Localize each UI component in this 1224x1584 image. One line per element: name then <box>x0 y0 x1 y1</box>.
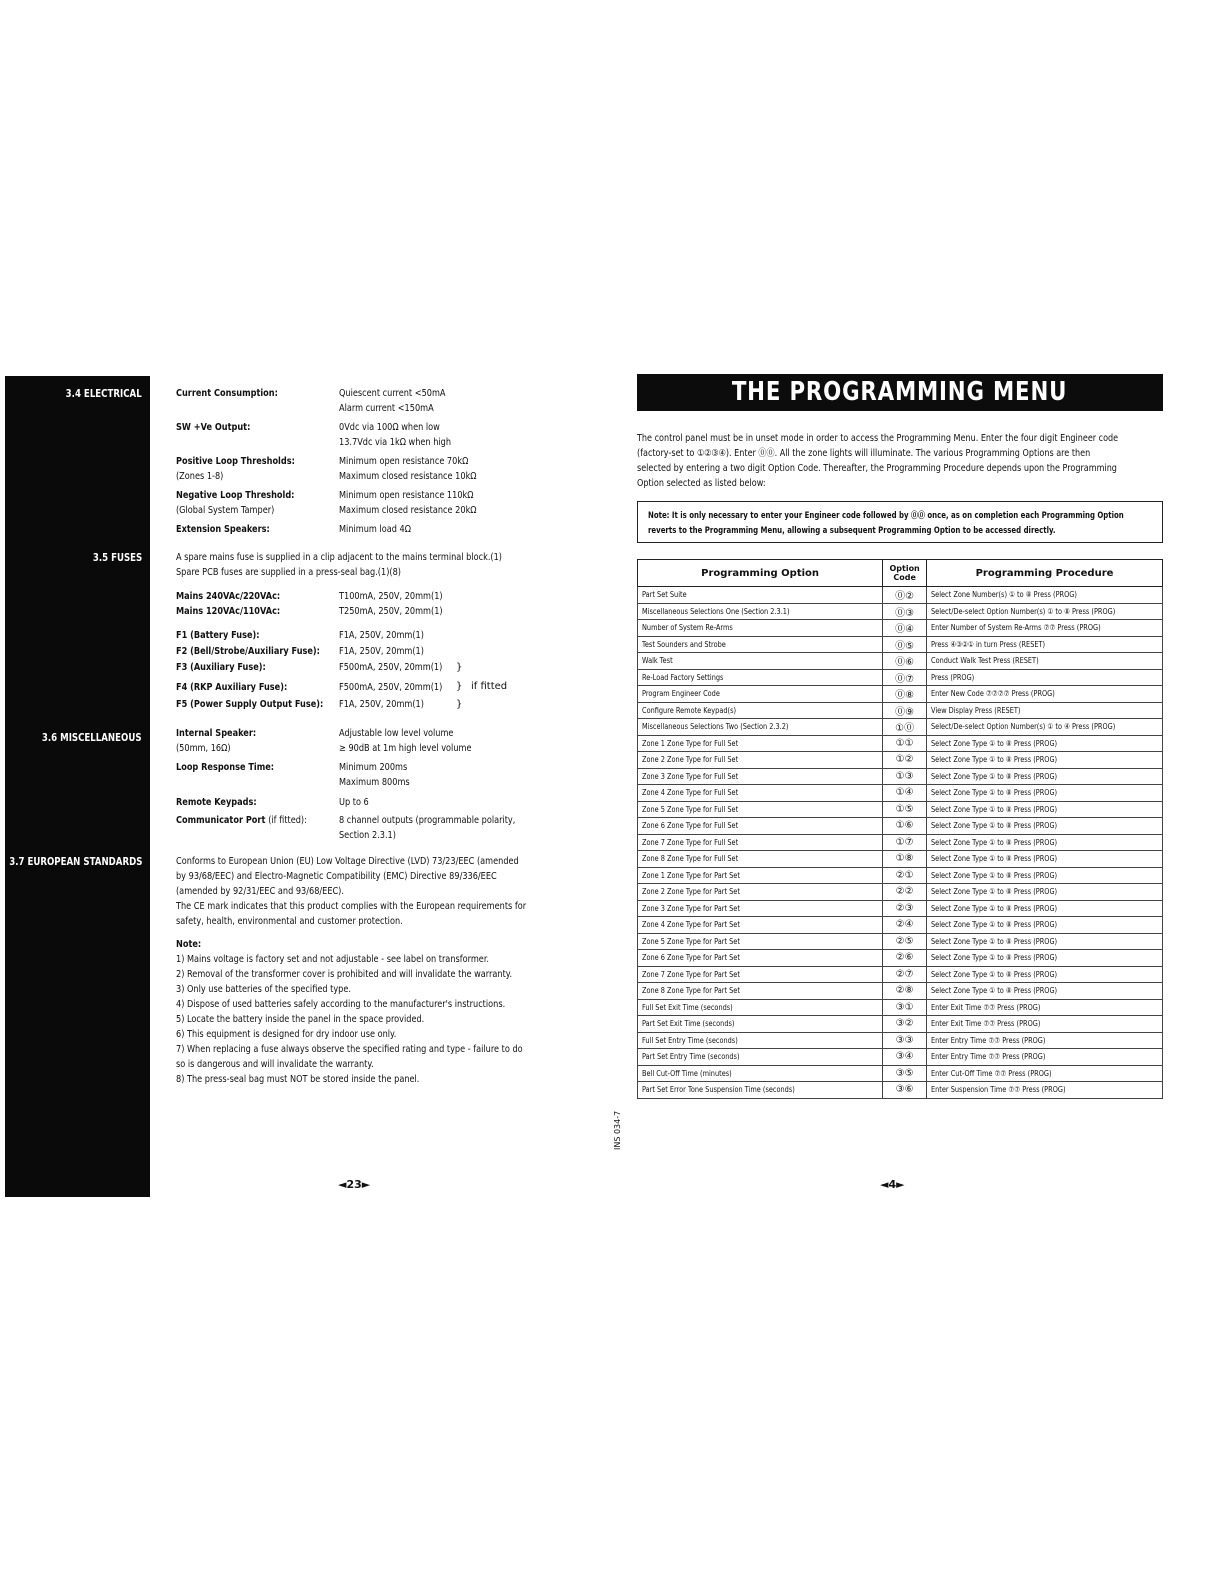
table-row <box>638 1016 1163 1033</box>
option-code-cell: ⓪④ <box>883 620 927 637</box>
programming-procedure-cell: Select/De-select Option Number(s) ① to ④ Press (PROG) <box>927 719 1163 736</box>
programming-option-cell: Zone 4 Zone Type for Part Set <box>638 917 883 934</box>
column-header-procedure: Programming Procedure <box>927 560 1163 587</box>
programming-option-cell: Zone 2 Zone Type for Full Set <box>638 752 883 769</box>
programming-option-cell: Part Set Exit Time (seconds) <box>638 1016 883 1033</box>
programming-procedure-cell: Select/De-select Option Number(s) ① to ⑧ Press (PROG) <box>927 603 1163 620</box>
table-row <box>638 653 1163 670</box>
table-row <box>638 1032 1163 1049</box>
programming-procedure-cell: Select Zone Type ① to ⑧ Press (PROG) <box>927 768 1163 785</box>
option-code-cell: ⓪⑧ <box>883 686 927 703</box>
table-row <box>638 620 1163 637</box>
document-code: INS 034-7 <box>613 1110 622 1150</box>
programming-option-cell: Zone 8 Zone Type for Full Set <box>638 851 883 868</box>
option-code-cell: ②① <box>883 867 927 884</box>
programming-option-cell: Full Set Exit Time (seconds) <box>638 999 883 1016</box>
table-row <box>638 636 1163 653</box>
if-fitted-label: if fitted <box>471 681 508 692</box>
section-label-electrical: 3.4 ELECTRICAL <box>65 388 142 400</box>
intro-text: The control panel must be in unset mode in order to access the Programming Menu. Enter the four digit Engineer code (factory-set to ①②③④). Enter ⓪⓪. All the zone lights will illuminate. The various Programming Options are then selected by entering a two digit Option Code. Thereafter, the Programming Procedure depends upon the Programming Option selected as listed below: <box>637 433 1119 489</box>
programming-procedure-cell: Select Zone Type ① to ⑧ Press (PROG) <box>927 818 1163 835</box>
programming-option-cell: Miscellaneous Selections One (Section 2.3.1) <box>638 603 883 620</box>
programming-option-cell: Zone 3 Zone Type for Full Set <box>638 768 883 785</box>
programming-procedure-cell: Select Zone Type ① to ⑧ Press (PROG) <box>927 966 1163 983</box>
programming-procedure-cell: Select Zone Type ① to ⑧ Press (PROG) <box>927 801 1163 818</box>
table-row <box>638 917 1163 934</box>
option-code-cell: ⓪⑨ <box>883 702 927 719</box>
option-code-cell: ③⑥ <box>883 1082 927 1099</box>
option-code-cell: ③③ <box>883 1032 927 1049</box>
programming-option-cell: Walk Test <box>638 653 883 670</box>
option-code-cell: ①⓪ <box>883 719 927 736</box>
fuses-intro: A spare mains fuse is supplied in a clip adjacent to the mains terminal block.(1) Spare PCB fuses are supplied in a press-seal bag.(1)(8) <box>176 552 502 578</box>
programming-option-cell: Part Set Error Tone Suspension Time (seconds) <box>638 1082 883 1099</box>
table-row <box>638 818 1163 835</box>
programming-option-cell: Number of System Re-Arms <box>638 620 883 637</box>
option-code-cell: ②⑧ <box>883 983 927 1000</box>
programming-option-cell: Miscellaneous Selections Two (Section 2.3.2) <box>638 719 883 736</box>
programming-option-cell: Zone 5 Zone Type for Part Set <box>638 933 883 950</box>
programming-option-cell: Zone 1 Zone Type for Full Set <box>638 735 883 752</box>
table-row <box>638 1065 1163 1082</box>
table-row <box>638 1049 1163 1066</box>
programming-procedure-cell: Select Zone Type ① to ⑧ Press (PROG) <box>927 867 1163 884</box>
table-row <box>638 851 1163 868</box>
option-code-cell: ③⑤ <box>883 1065 927 1082</box>
engineer-code-note: Note: It is only necessary to enter your Engineer code followed by ⓪⓪ once, as on completion each Programming Option reverts to the Programming Menu, allowing a subsequent Programming Option to be accessed directly. <box>637 501 1163 543</box>
option-code-cell: ③① <box>883 999 927 1016</box>
section-label-miscellaneous: 3.6 MISCELLANEOUS <box>42 732 142 744</box>
notes-list: Note: 1) Mains voltage is factory set and not adjustable - see label on transformer. 2) Removal of the transformer cover is prohibited and will invalidate the warranty. 3) Only use batteries of the specified type. 4) Dispose of used batteries safely according to the manufacturer's instructions. 5) Locate the battery inside the panel in the space provided. 6) This equipment is designed for dry indoor use only. 7) When replacing a fuse always observe the specified rating and type - failure to do so is dangerous and will invalidate the warranty. 8) The press-seal bag must NOT be stored inside the panel. <box>176 939 523 1085</box>
option-code-cell: ⓪② <box>883 587 927 604</box>
spec-value: Minimum load 4Ω <box>339 524 411 535</box>
programming-table-body <box>638 587 1163 1099</box>
option-code-cell: ①⑥ <box>883 818 927 835</box>
programming-procedure-cell: Press (PROG) <box>927 669 1163 686</box>
table-row <box>638 983 1163 1000</box>
spec-key: Extension Speakers: <box>176 524 270 535</box>
table-row <box>638 966 1163 983</box>
programming-option-cell: Part Set Entry Time (seconds) <box>638 1049 883 1066</box>
table-row <box>638 587 1163 604</box>
european-standards-text: Conforms to European Union (EU) Low Voltage Directive (LVD) 73/23/EEC (amended by 93/68/EEC) and Electro-Magnetic Compatibility (EMC) Directive 89/336/EEC (amended by 92/31/EEC and 93/68/EEC). The CE mark indicates that this product complies with the European requirements for safety, health, environmental and customer protection. <box>176 856 527 927</box>
programming-option-cell: Zone 4 Zone Type for Full Set <box>638 785 883 802</box>
programming-option-cell: Test Sounders and Strobe <box>638 636 883 653</box>
programming-procedure-cell: Select Zone Type ① to ⑧ Press (PROG) <box>927 735 1163 752</box>
programming-option-cell: Zone 1 Zone Type for Part Set <box>638 867 883 884</box>
programming-procedure-cell: Select Zone Type ① to ⑧ Press (PROG) <box>927 851 1163 868</box>
section-label-european-standards: 3.7 EUROPEAN STANDARDS <box>8 856 142 868</box>
table-row <box>638 867 1163 884</box>
programming-procedure-cell: Select Zone Type ① to ⑧ Press (PROG) <box>927 900 1163 917</box>
table-row <box>638 735 1163 752</box>
option-code-cell: ③② <box>883 1016 927 1033</box>
programming-option-cell: Zone 5 Zone Type for Full Set <box>638 801 883 818</box>
brace-symbol: } <box>456 681 463 692</box>
option-code-cell: ①③ <box>883 768 927 785</box>
programming-procedure-cell: View Display Press (RESET) <box>927 702 1163 719</box>
programming-option-cell: Zone 6 Zone Type for Part Set <box>638 950 883 967</box>
page-title-banner <box>637 374 1163 411</box>
programming-procedure-cell: Enter Entry Time ⑦⑦ Press (PROG) <box>927 1032 1163 1049</box>
programming-procedure-cell: Select Zone Type ① to ⑧ Press (PROG) <box>927 785 1163 802</box>
programming-procedure-cell: Enter Exit Time ⑦⑦ Press (PROG) <box>927 999 1163 1016</box>
programming-procedure-cell: Enter Entry Time ⑦⑦ Press (PROG) <box>927 1049 1163 1066</box>
programming-procedure-cell: Enter Suspension Time ⑦⑦ Press (PROG) <box>927 1082 1163 1099</box>
option-code-cell: ①⑧ <box>883 851 927 868</box>
option-code-cell: ②⑦ <box>883 966 927 983</box>
option-code-cell: ②⑥ <box>883 950 927 967</box>
table-row <box>638 900 1163 917</box>
spec-key: SW +Ve Output: <box>176 422 251 433</box>
option-code-cell: ①⑤ <box>883 801 927 818</box>
option-code-cell: ⓪⑤ <box>883 636 927 653</box>
programming-option-cell: Part Set Suite <box>638 587 883 604</box>
section-label-fuses: 3.5 FUSES <box>92 552 142 564</box>
table-row <box>638 950 1163 967</box>
option-code-cell: ②④ <box>883 917 927 934</box>
programming-option-cell: Re-Load Factory Settings <box>638 669 883 686</box>
spec-value: 0Vdc via 100Ω when low 13.7Vdc via 1kΩ when high <box>339 422 452 448</box>
option-code-cell: ②② <box>883 884 927 901</box>
programming-procedure-cell: Conduct Walk Test Press (RESET) <box>927 653 1163 670</box>
programming-option-cell: Zone 6 Zone Type for Full Set <box>638 818 883 835</box>
table-row <box>638 686 1163 703</box>
programming-option-cell: Zone 2 Zone Type for Part Set <box>638 884 883 901</box>
programming-procedure-cell: Enter New Code ⑦⑦⑦⑦ Press (PROG) <box>927 686 1163 703</box>
table-row <box>638 752 1163 769</box>
option-code-cell: ②③ <box>883 900 927 917</box>
table-row <box>638 933 1163 950</box>
spec-key: Positive Loop Thresholds: (Zones 1-8) <box>176 456 295 482</box>
programming-option-cell: Configure Remote Keypad(s) <box>638 702 883 719</box>
programming-option-cell: Program Engineer Code <box>638 686 883 703</box>
programming-procedure-cell: Enter Cut-Off Time ⑦⑦ Press (PROG) <box>927 1065 1163 1082</box>
programming-option-cell: Zone 7 Zone Type for Full Set <box>638 834 883 851</box>
spec-key: Negative Loop Threshold: (Global System Tamper) <box>176 490 295 516</box>
programming-procedure-cell: Enter Exit Time ⑦⑦ Press (PROG) <box>927 1016 1163 1033</box>
option-code-cell: ②⑤ <box>883 933 927 950</box>
section-sidebar <box>5 376 150 1197</box>
spec-key: Current Consumption: <box>176 388 278 399</box>
programming-procedure-cell: Select Zone Type ① to ⑧ Press (PROG) <box>927 917 1163 934</box>
programming-table <box>637 559 1163 1099</box>
programming-procedure-cell: Press ④③②① in turn Press (RESET) <box>927 636 1163 653</box>
table-row <box>638 768 1163 785</box>
programming-procedure-cell: Select Zone Type ① to ⑧ Press (PROG) <box>927 933 1163 950</box>
table-row <box>638 719 1163 736</box>
brace-symbol: } <box>456 662 463 673</box>
table-row <box>638 801 1163 818</box>
option-code-cell: ①⑦ <box>883 834 927 851</box>
programming-option-cell: Zone 3 Zone Type for Part Set <box>638 900 883 917</box>
page-title: THE PROGRAMMING MENU <box>732 377 1068 407</box>
programming-procedure-cell: Select Zone Type ① to ⑧ Press (PROG) <box>927 950 1163 967</box>
option-code-cell: ①② <box>883 752 927 769</box>
table-row <box>638 603 1163 620</box>
brace-symbol: } <box>456 699 463 710</box>
table-row <box>638 1082 1163 1099</box>
table-row <box>638 785 1163 802</box>
table-row <box>638 999 1163 1016</box>
table-row <box>638 669 1163 686</box>
programming-option-cell: Zone 8 Zone Type for Part Set <box>638 983 883 1000</box>
spec-value: Minimum open resistance 70kΩ Maximum closed resistance 10kΩ <box>339 456 477 482</box>
programming-procedure-cell: Select Zone Type ① to ⑧ Press (PROG) <box>927 884 1163 901</box>
table-row <box>638 702 1163 719</box>
programming-procedure-cell: Select Zone Number(s) ① to ⑧ Press (PROG) <box>927 587 1163 604</box>
table-row <box>638 834 1163 851</box>
option-code-cell: ③④ <box>883 1049 927 1066</box>
option-code-cell: ⓪③ <box>883 603 927 620</box>
programming-procedure-cell: Select Zone Type ① to ⑧ Press (PROG) <box>927 983 1163 1000</box>
spec-value: Minimum open resistance 110kΩ Maximum closed resistance 20kΩ <box>339 490 477 516</box>
programming-procedure-cell: Enter Number of System Re-Arms ⑦⑦ Press (PROG) <box>927 620 1163 637</box>
programming-option-cell: Full Set Entry Time (seconds) <box>638 1032 883 1049</box>
page-number-left: ◄23► <box>338 1178 371 1191</box>
option-code-cell: ⓪⑦ <box>883 669 927 686</box>
option-code-cell: ①① <box>883 735 927 752</box>
programming-option-cell: Bell Cut-Off Time (minutes) <box>638 1065 883 1082</box>
table-header-row <box>638 560 1163 587</box>
programming-procedure-cell: Select Zone Type ① to ⑧ Press (PROG) <box>927 752 1163 769</box>
programming-procedure-cell: Select Zone Type ① to ⑧ Press (PROG) <box>927 834 1163 851</box>
programming-option-cell: Zone 7 Zone Type for Part Set <box>638 966 883 983</box>
option-code-cell: ⓪⑥ <box>883 653 927 670</box>
option-code-cell: ①④ <box>883 785 927 802</box>
column-header-option: Programming Option <box>638 560 883 587</box>
table-row <box>638 884 1163 901</box>
spec-value: Quiescent current <50mA Alarm current <150mA <box>339 388 446 414</box>
page-number-right: ◄4► <box>880 1178 905 1191</box>
column-header-code: Option Code <box>883 560 927 587</box>
